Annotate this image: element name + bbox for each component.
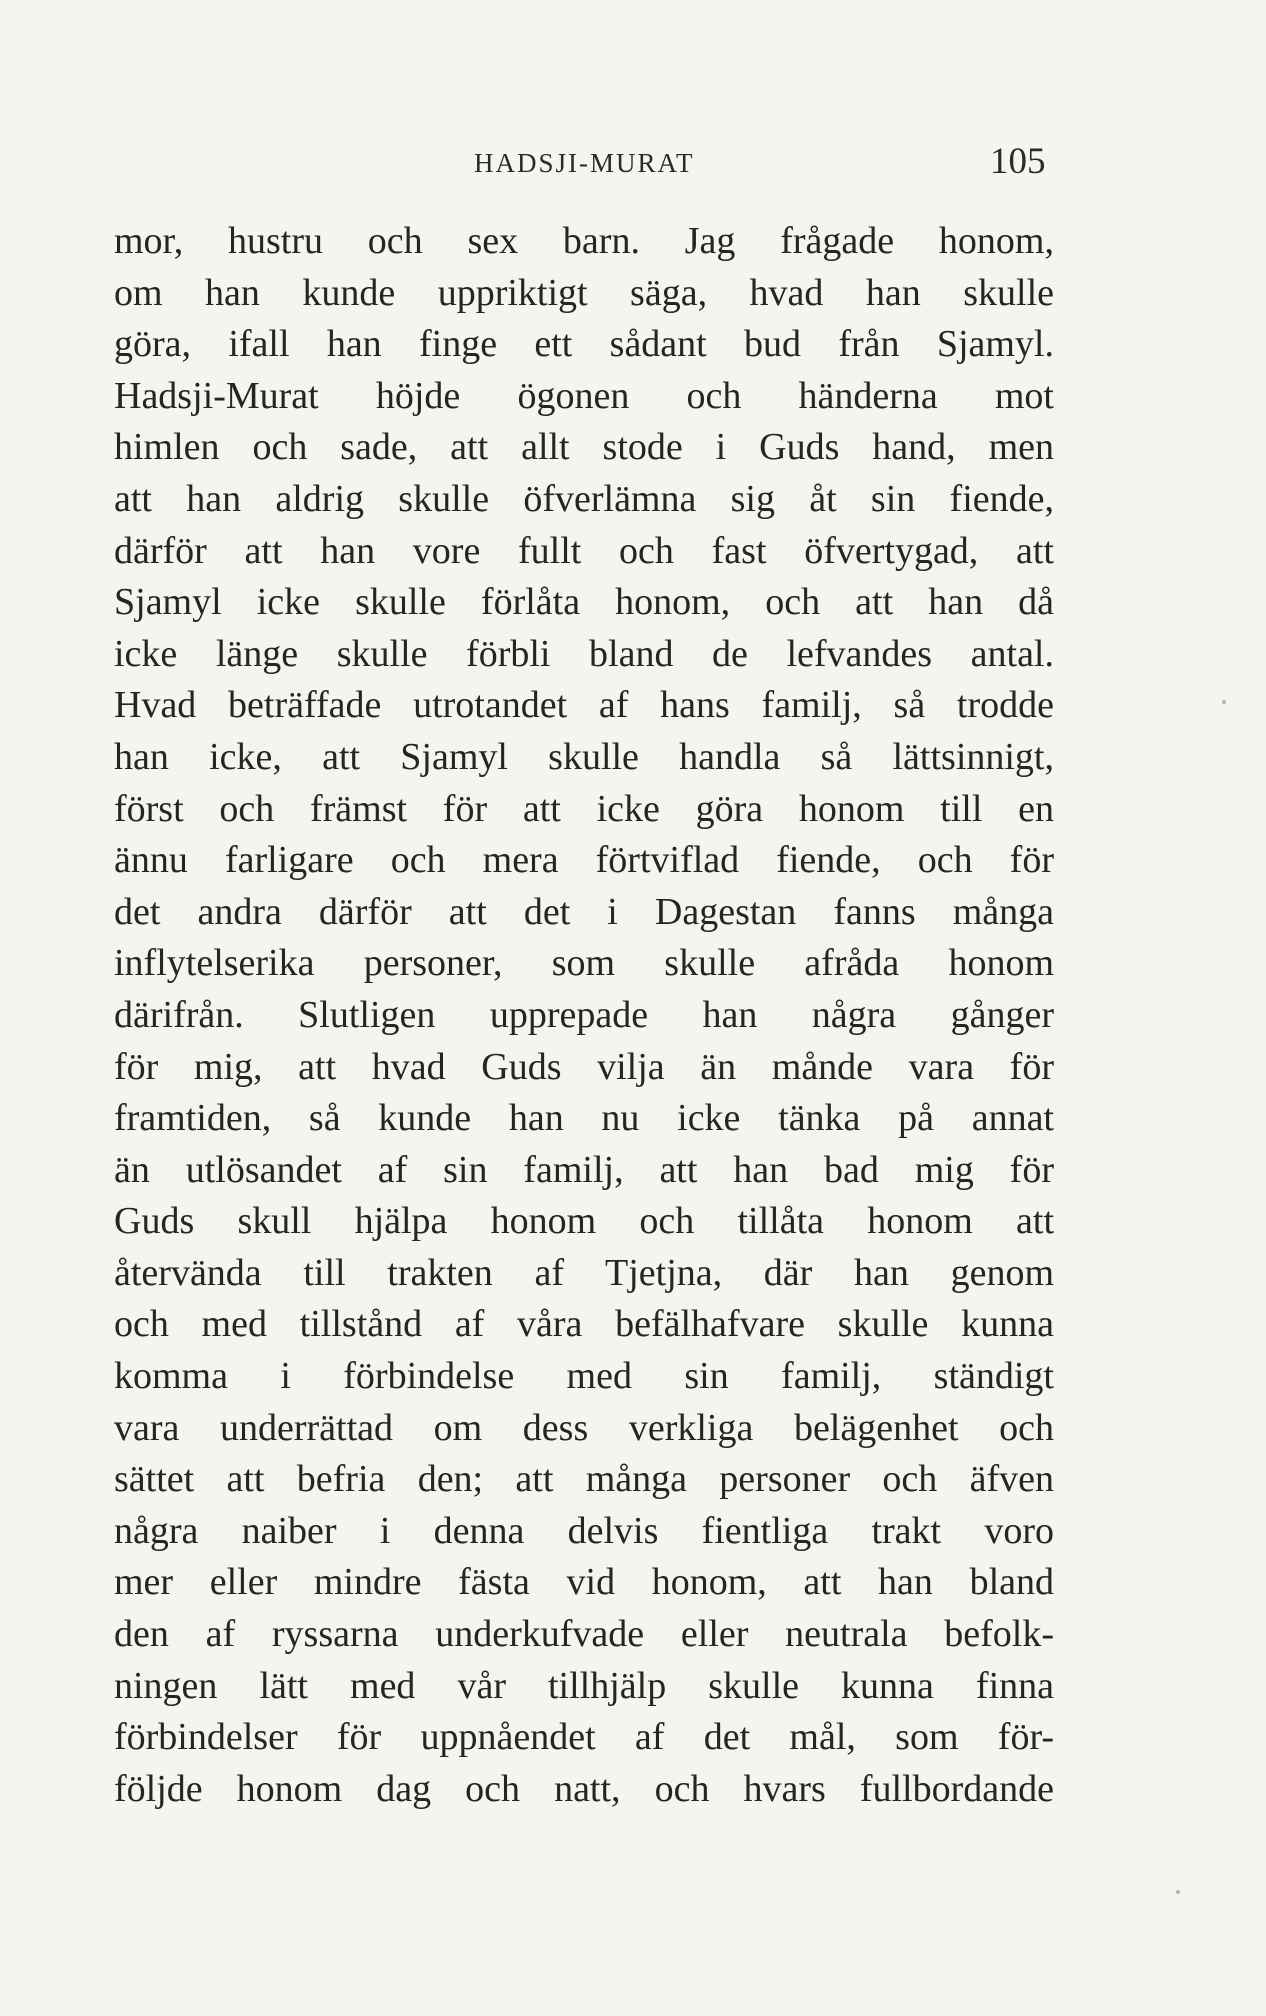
text-line: därifrån. Slutligen upprepade han några gånger	[114, 993, 1054, 1036]
text-line: och med tillstånd af våra befälhafvare skulle kunna	[114, 1303, 1054, 1346]
text-line: Guds skull hjälpa honom och tillåta honom att	[114, 1200, 1054, 1243]
text-line: inflytelserika personer, som skulle afråda honom	[114, 942, 1054, 985]
text-line: några naiber i denna delvis fientliga trakt voro	[114, 1509, 1054, 1552]
text-line: den af ryssarna underkufvade eller neutrala befolk-	[114, 1613, 1054, 1656]
text-line: mor, hustru och sex barn. Jag frågade honom,	[114, 220, 1054, 262]
running-title: HADSJI-MURAT	[474, 148, 695, 178]
text-line: att han aldrig skulle öfverlämna sig åt sin fiende,	[114, 477, 1054, 520]
text-line: vara underrättad om dess verkliga belägenhet och	[114, 1406, 1054, 1449]
text-line: göra, ifall han finge ett sådant bud från Sjamyl.	[114, 323, 1054, 366]
text-line: Sjamyl icke skulle förlåta honom, och att han då	[114, 581, 1054, 624]
text-line: han icke, att Sjamyl skulle handla så lättsinnigt,	[114, 735, 1054, 778]
body-text	[114, 216, 1054, 1815]
text-line: återvända till trakten af Tjetjna, där han genom	[114, 1251, 1054, 1294]
text-line: komma i förbindelse med sin familj, ständigt	[114, 1355, 1054, 1398]
paper-speck	[1222, 700, 1226, 704]
text-line: ännu farligare och mera förtviflad fiende, och för	[114, 839, 1054, 882]
text-line: icke länge skulle förbli bland de lefvandes antal.	[114, 632, 1054, 675]
text-line: sättet att befria den; att många personer och äfven	[114, 1458, 1054, 1501]
text-line: därför att han vore fullt och fast öfvertygad, att	[114, 529, 1054, 572]
running-head	[0, 140, 1266, 190]
page-number: 105	[990, 141, 1046, 182]
text-line: än utlösandet af sin familj, att han bad mig för	[114, 1148, 1054, 1191]
text-line: först och främst för att icke göra honom till en	[114, 787, 1054, 830]
text-line: följde honom dag och natt, och hvars fullbordande	[114, 1767, 1054, 1810]
text-line: mer eller mindre fästa vid honom, att han bland	[114, 1561, 1054, 1604]
text-line: förbindelser för uppnåendet af det mål, som för-	[114, 1716, 1054, 1759]
text-line: Hvad beträffade utrotandet af hans familj, så trodde	[114, 684, 1054, 727]
text-line: ningen lätt med vår tillhjälp skulle kunna finna	[114, 1664, 1054, 1707]
text-line: Hadsji-Murat höjde ögonen och händerna mot	[114, 374, 1054, 417]
text-line: om han kunde uppriktigt säga, hvad han skulle	[114, 271, 1054, 314]
text-line: framtiden, så kunde han nu icke tänka på annat	[114, 1097, 1054, 1140]
paper-speck	[1176, 1890, 1180, 1894]
text-line: för mig, att hvad Guds vilja än månde vara för	[114, 1045, 1054, 1088]
text-line: det andra därför att det i Dagestan fanns många	[114, 890, 1054, 933]
text-line: himlen och sade, att allt stode i Guds hand, men	[114, 426, 1054, 469]
